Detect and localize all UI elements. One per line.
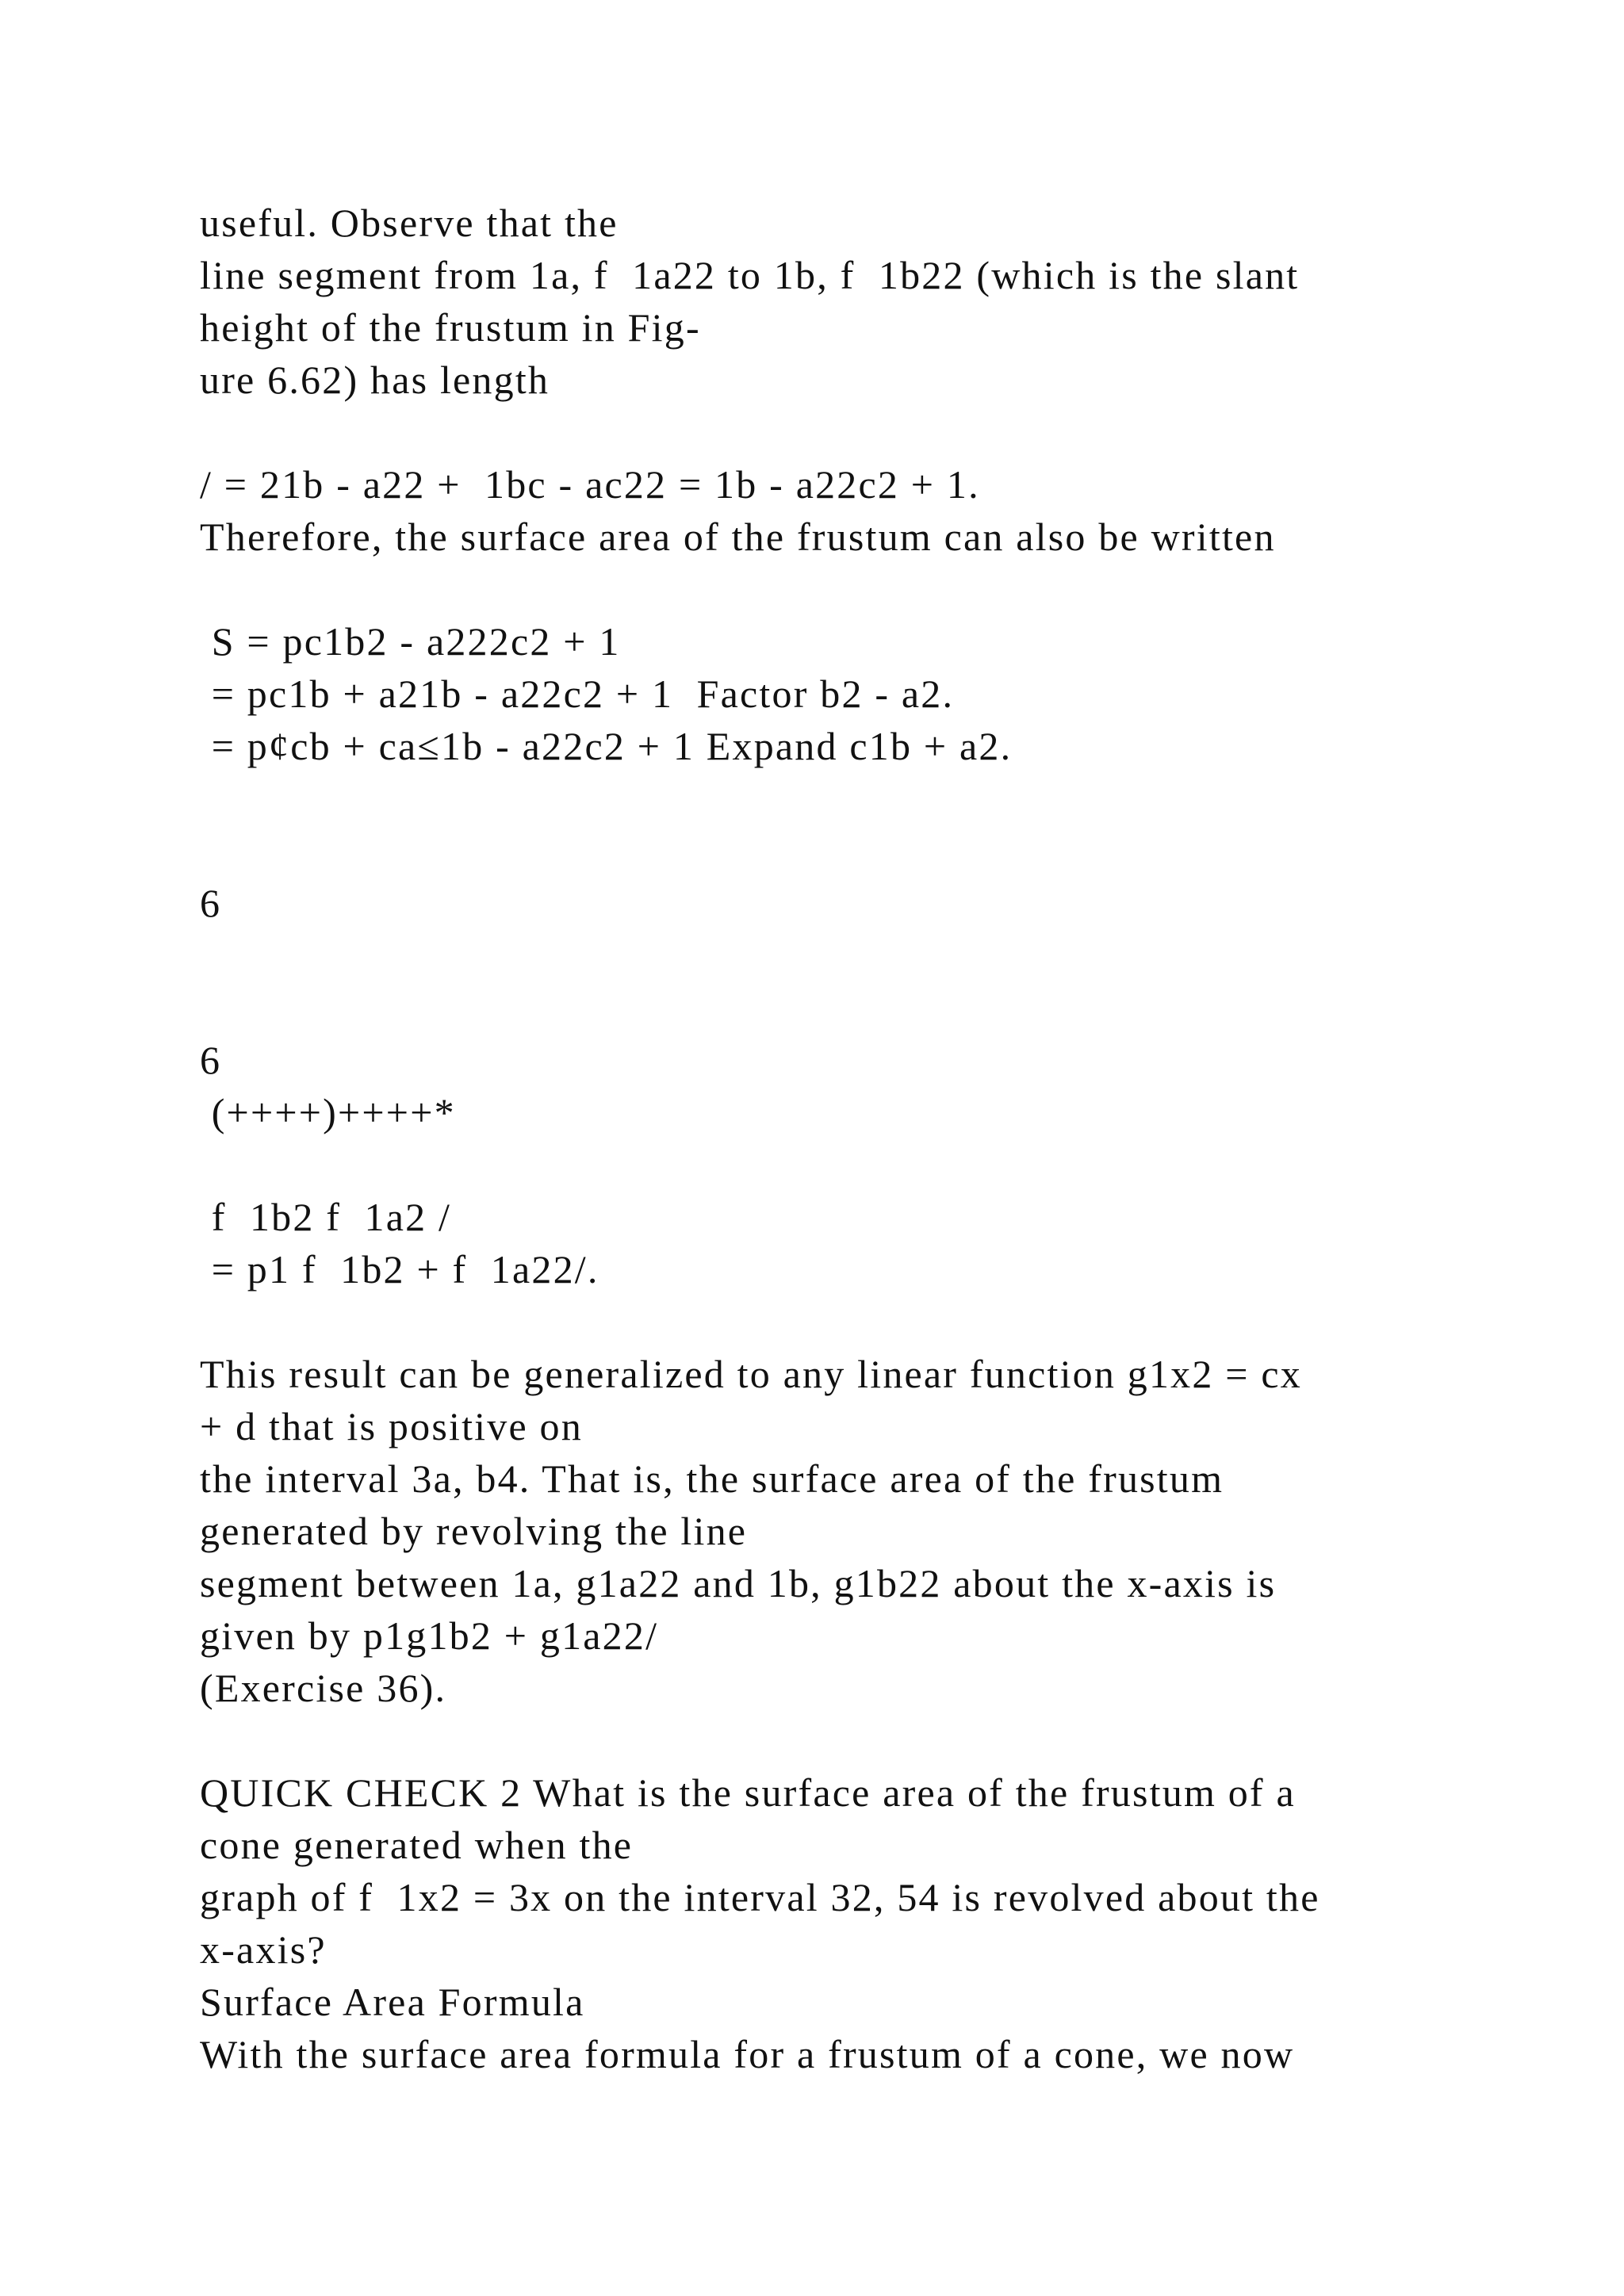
equation-slant-height: / = 21b - a22 + 1bc - ac22 = 1b - a22c2 + 1. [200,462,980,507]
text-line-19: segment between 1a, g1a22 and 1b, g1b22 about the x-axis is [200,1561,1277,1605]
text-line-20: given by p1g1b2 + g1a22/ [200,1613,659,1658]
text-line-3: height of the frustum in Fig- [200,305,701,350]
text-line-1: useful. Observe that the [200,201,619,245]
brace-artifact: (++++)++++* [200,1090,456,1135]
text-line-17: the interval 3a, b4. That is, the surface area of the frustum [200,1456,1224,1501]
quick-check-line-3: graph of f 1x2 = 3x on the interval 32, 54 is revolved about the [200,1875,1320,1919]
text-line-18: generated by revolving the line [200,1509,748,1553]
text-line-4: ure 6.62) has length [200,358,550,402]
text-line-21: (Exercise 36). [200,1666,447,1710]
equation-line-4: f 1b2 f 1a2 / [200,1195,452,1239]
equation-line-1: S = pc1b2 - a222c2 + 1 [200,619,621,664]
stray-number-2: 6 [200,1038,222,1082]
equation-line-2: = pc1b + a21b - a22c2 + 1 Factor b2 - a2. [200,672,955,716]
text-line-27: With the surface area formula for a frustum of a cone, we now [200,2032,1295,2076]
equation-line-5: = p1 f 1b2 + f 1a22/. [200,1247,599,1292]
section-heading: Surface Area Formula [200,1980,585,2024]
text-line-6: Therefore, the surface area of the frustum can also be written [200,515,1276,559]
quick-check-line-4: x-axis? [200,1927,327,1972]
text-line-2: line segment from 1a, f 1a22 to 1b, f 1b22 (which is the slant [200,253,1300,297]
text-line-15: This result can be generalized to any linear function g1x2 = cx [200,1352,1302,1396]
quick-check-line-2: cone generated when the [200,1823,634,1867]
text-line-16: + d that is positive on [200,1404,583,1448]
quick-check-line-1: QUICK CHECK 2 What is the surface area of the frustum of a [200,1770,1296,1815]
equation-line-3: = p¢cb + ca≤1b - a22c2 + 1 Expand c1b + a2. [200,724,1013,768]
stray-number-1: 6 [200,881,222,925]
